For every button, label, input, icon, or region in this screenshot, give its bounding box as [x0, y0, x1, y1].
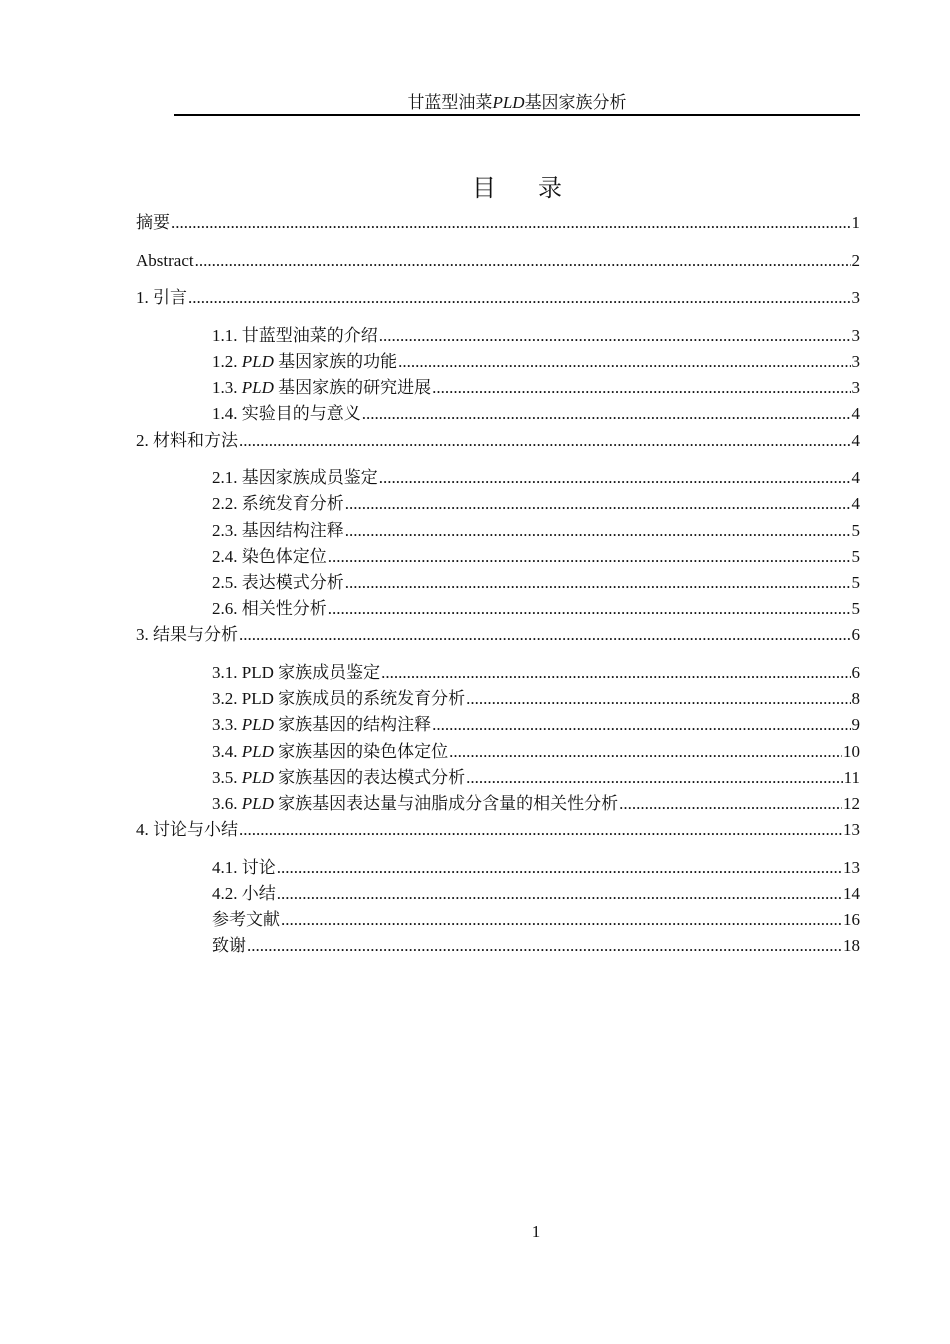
toc-entry-page: 13 [843, 858, 860, 877]
toc-entry[interactable] [212, 882, 860, 906]
header-italic: PLD [492, 93, 525, 112]
toc-entry[interactable] [212, 766, 860, 790]
dot-leader [195, 249, 851, 273]
toc-entry-text: 基因家族的研究进展 [273, 378, 432, 397]
toc-entry-text: 摘要 [136, 213, 170, 232]
toc-entry-text: 实验目的与意义 [241, 404, 361, 423]
toc-entry-label [212, 376, 431, 400]
toc-entry-italic: PLD [241, 742, 274, 761]
toc-entry[interactable] [212, 492, 860, 516]
toc-entry-text: 系统发育分析 [241, 494, 344, 513]
toc-entry-text: 基因家族成员鉴定 [241, 468, 378, 487]
toc-entry[interactable] [212, 545, 860, 569]
toc-entry-text: PLD 家族成员的系统发育分析 [241, 689, 466, 708]
toc-entry[interactable] [212, 466, 860, 490]
toc-entry[interactable] [212, 376, 860, 400]
toc-entry-text: 家族基因表达量与油脂成分含量的相关性分析 [273, 794, 619, 813]
dot-leader [432, 376, 850, 400]
toc-entry[interactable] [136, 249, 860, 273]
toc-entry-page: 8 [851, 689, 860, 708]
toc-entry-page: 4 [851, 431, 860, 450]
toc-entry-label [212, 492, 344, 516]
toc-entry-italic: PLD [241, 768, 274, 787]
dot-leader [239, 623, 851, 647]
toc-entry-label [212, 766, 465, 790]
toc-entry[interactable] [212, 856, 860, 880]
toc-entry[interactable] [212, 324, 860, 348]
toc-entry-text: 染色体定位 [241, 547, 327, 566]
dot-leader [188, 286, 851, 310]
toc-entry-page: 4 [851, 404, 860, 423]
toc-entry-page: 5 [851, 547, 860, 566]
toc-entry-label [212, 350, 397, 374]
toc-entry[interactable] [212, 402, 860, 426]
toc-entry[interactable] [136, 818, 860, 842]
toc-entry-page: 13 [843, 820, 860, 839]
toc-entry-number: 2.1. [212, 468, 242, 487]
running-header [174, 92, 860, 116]
dot-leader [239, 429, 851, 453]
toc-entry-number: 1.4. [212, 404, 242, 423]
toc-entry-label [212, 597, 327, 621]
dot-leader [466, 687, 850, 711]
toc-entry-page: 5 [851, 573, 860, 592]
toc-entry[interactable] [212, 792, 860, 816]
toc-entry-text: 基因家族的功能 [273, 352, 398, 371]
dot-leader [239, 818, 842, 842]
toc-entry-page: 11 [843, 768, 860, 787]
dot-leader [381, 661, 850, 685]
toc-entry-text: 材料和方法 [153, 431, 238, 450]
dot-leader [328, 597, 851, 621]
toc-entry[interactable] [136, 211, 860, 235]
toc-entry-text: 参考文献 [212, 910, 280, 929]
toc-title [0, 168, 950, 203]
toc-entry-page: 16 [843, 910, 860, 929]
dot-leader [277, 856, 842, 880]
header-suffix: 基因家族分析 [524, 93, 627, 112]
toc-entry-label [136, 818, 238, 842]
toc-entry-label [212, 713, 431, 737]
toc-entry-text: 小结 [241, 884, 276, 903]
toc-entry-number: 2.4. [212, 547, 242, 566]
toc-entry-page: 3 [851, 378, 860, 397]
dot-leader [379, 466, 851, 490]
toc-entry-number: 1. [136, 288, 153, 307]
toc-entry-number: 3.4. [212, 742, 242, 761]
toc-entry-number: 3.3. [212, 715, 242, 734]
toc-entry[interactable] [212, 519, 860, 543]
toc-entry[interactable] [212, 713, 860, 737]
toc-entry-label [212, 882, 276, 906]
dot-leader [247, 934, 842, 958]
dot-leader [398, 350, 850, 374]
toc-entry-text: 结果与分析 [153, 625, 238, 644]
toc-entry-text: 致谢 [212, 936, 246, 955]
toc-entry[interactable] [212, 934, 860, 958]
toc-entry-number: 1.1. [212, 326, 242, 345]
toc-entry-text: 讨论 [241, 858, 276, 877]
toc-entry-text: 表达模式分析 [241, 573, 344, 592]
toc-entry-number: 2.5. [212, 573, 242, 592]
toc-entry-page: 12 [843, 794, 860, 813]
page-number: 1 [531, 1222, 541, 1241]
toc-entry-text: 引言 [153, 288, 187, 307]
dot-leader [328, 545, 851, 569]
toc-entry-number: 2.3. [212, 521, 242, 540]
toc-entry-italic: PLD [241, 794, 274, 813]
toc-entry[interactable] [136, 286, 860, 310]
toc-entry-label [212, 402, 361, 426]
header-prefix: 甘蓝型油菜 [407, 93, 493, 112]
toc-entry-label [212, 856, 276, 880]
toc-entry-text: 甘蓝型油菜的介绍 [241, 326, 378, 345]
toc-entry-label [212, 545, 327, 569]
toc-entry-page: 4 [851, 468, 860, 487]
toc-entry-page: 3 [851, 288, 860, 307]
toc-entry-page: 5 [851, 521, 860, 540]
toc-entry-label [212, 687, 465, 711]
toc-entry-page: 9 [851, 715, 860, 734]
toc-entry[interactable] [212, 350, 860, 374]
toc-entry-number: 1.3. [212, 378, 242, 397]
toc-entry[interactable] [212, 687, 860, 711]
toc-entry-page: 6 [851, 625, 860, 644]
toc-entry-page: 5 [851, 599, 860, 618]
toc-entry-label [212, 661, 380, 685]
toc-entry-number: 3. [136, 625, 153, 644]
toc-entry-number: 1.2. [212, 352, 242, 371]
toc-entry[interactable] [212, 908, 860, 932]
toc-title-right: 录 [538, 176, 562, 202]
toc-entry-number: 3.5. [212, 768, 242, 787]
toc-entry[interactable] [212, 571, 860, 595]
dot-leader [345, 571, 851, 595]
toc-entry-italic: PLD [241, 352, 274, 371]
toc-entry-text: PLD 家族成员鉴定 [241, 663, 381, 682]
toc-entry-page: 3 [851, 352, 860, 371]
toc-entry-number: 4.2. [212, 884, 242, 903]
toc-entry-text: 讨论与小结 [153, 820, 238, 839]
toc-entry[interactable] [212, 597, 860, 621]
toc-entry-label [136, 286, 187, 310]
toc-entry[interactable] [212, 661, 860, 685]
dot-leader [362, 402, 851, 426]
toc-title-left: 目 [472, 176, 496, 202]
toc-entry-italic: PLD [241, 378, 274, 397]
toc-entry-number: 3.1. [212, 663, 242, 682]
toc-entry-page: 14 [843, 884, 860, 903]
dot-leader [379, 324, 851, 348]
toc-entry-label [212, 908, 280, 932]
toc-entry-page: 2 [851, 251, 860, 270]
toc-entry-label [212, 466, 378, 490]
toc-entry-number: 2.6. [212, 599, 242, 618]
toc-entry-number: 3.2. [212, 689, 242, 708]
toc-entry-label [136, 249, 194, 273]
dot-leader [432, 713, 850, 737]
toc-entry-label [212, 792, 618, 816]
toc-entry[interactable] [212, 740, 860, 764]
toc-entry-text: 基因结构注释 [241, 521, 344, 540]
toc-entry-page: 3 [851, 326, 860, 345]
toc-entry-page: 6 [851, 663, 860, 682]
toc-entry-page: 4 [851, 494, 860, 513]
toc-entry-number: 2.2. [212, 494, 242, 513]
toc-entry-number: 2. [136, 431, 153, 450]
toc-entry-text: 家族基因的表达模式分析 [273, 768, 466, 787]
dot-leader [345, 492, 851, 516]
dot-leader [466, 766, 843, 790]
toc-entry-label [212, 519, 344, 543]
toc-entry-label [212, 740, 448, 764]
toc-entry-text: 家族基因的染色体定位 [273, 742, 449, 761]
toc-entry-label [136, 623, 238, 647]
toc-entry-text: 相关性分析 [241, 599, 327, 618]
toc-entry-page: 18 [843, 936, 860, 955]
toc-entry[interactable] [136, 623, 860, 647]
dot-leader [277, 882, 842, 906]
toc-entry-label [212, 571, 344, 595]
toc-entry-label [136, 211, 170, 235]
toc-entry-label [212, 934, 246, 958]
toc-entry-italic: PLD [241, 715, 274, 734]
toc-entry-label [212, 324, 378, 348]
toc-entry-number: 4.1. [212, 858, 242, 877]
toc-entry-label [136, 429, 238, 453]
dot-leader [345, 519, 851, 543]
dot-leader [281, 908, 842, 932]
dot-leader [449, 740, 842, 764]
toc-entry[interactable] [136, 429, 860, 453]
toc-entry-text: Abstract [136, 251, 194, 270]
dot-leader [619, 792, 842, 816]
dot-leader [171, 211, 851, 235]
toc-entry-number: 3.6. [212, 794, 242, 813]
toc-entry-number: 4. [136, 820, 153, 839]
toc-entry-text: 家族基因的结构注释 [273, 715, 432, 734]
toc-entry-page: 10 [843, 742, 860, 761]
toc-entry-page: 1 [851, 213, 860, 232]
